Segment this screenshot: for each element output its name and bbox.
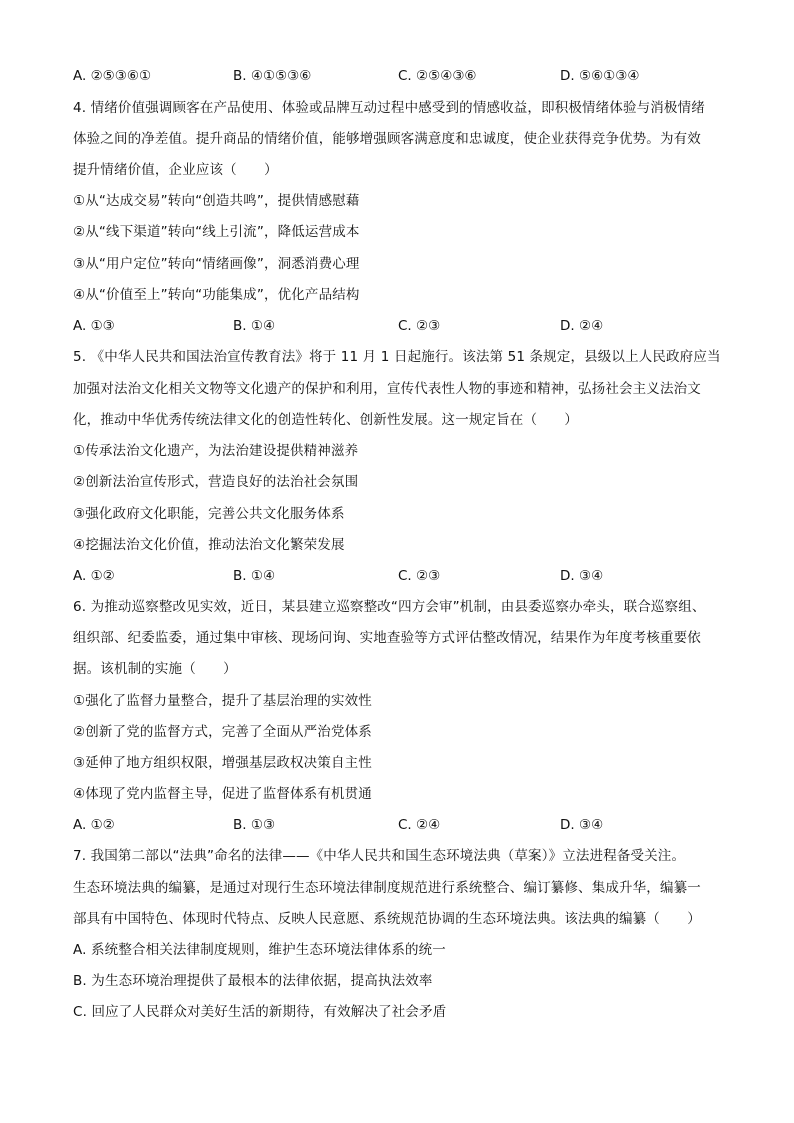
q5-stem-line-2: 加强对法治文化相关文物等文化遗产的保护和利用，宣传代表性人物的事迹和精神，弘扬社会主义法治文 <box>73 381 701 397</box>
q4-option-a: A. ①③ <box>73 318 115 334</box>
q4-option-c: C. ②③ <box>398 318 441 334</box>
q6-stem-line-2: 组织部、纪委监委，通过集中审核、现场问询、实地查验等方式评估整改情况，结果作为年度考核重要依 <box>73 630 701 646</box>
q6-item-4: ④体现了党内监督主导，促进了监督体系有机贯通 <box>73 786 372 802</box>
q6-option-a: A. ①② <box>73 817 115 833</box>
q7-option-a: A. 系统整合相关法律制度规则，维护生态环境法律体系的统一 <box>73 942 446 958</box>
q4-option-d: D. ②④ <box>560 318 604 334</box>
q5-option-b: B. ①④ <box>233 568 276 584</box>
q6-item-3: ③延伸了地方组织权限，增强基层政权决策自主性 <box>73 755 372 771</box>
q7-stem-line-2: 生态环境法典的编纂，是通过对现行生态环境法律制度规范进行系统整合、编订纂修、集成升华，编纂一 <box>73 880 701 896</box>
q6-option-b: B. ①③ <box>233 817 276 833</box>
q6-option-c: C. ②④ <box>398 817 441 833</box>
q6-stem-line-3: 据。该机制的实施（ ） <box>73 661 237 677</box>
q6-stem-line-1: 6. 为推动巡察整改见实效，近日，某县建立巡察整改“四方会审”机制，由县委巡察办牵头，联合巡察组、 <box>73 599 706 615</box>
q4-option-b: B. ①④ <box>233 318 276 334</box>
q5-item-4: ④挖掘法治文化价值，推动法治文化繁荣发展 <box>73 537 345 553</box>
q6-option-d: D. ③④ <box>560 817 604 833</box>
q5-option-c: C. ②③ <box>398 568 441 584</box>
q3-option-c: C. ②⑤④③⑥ <box>398 68 477 84</box>
q5-item-3: ③强化政府文化职能，完善公共文化服务体系 <box>73 506 345 522</box>
q4-item-2: ②从“线下渠道”转向“线上引流”，降低运营成本 <box>73 224 360 240</box>
q5-option-a: A. ①② <box>73 568 115 584</box>
q4-stem-line-2: 体验之间的净差值。提升商品的情绪价值，能够增强顾客满意度和忠诚度，使企业获得竞争优势。为有效 <box>73 131 701 147</box>
q4-stem-line-1: 4. 情绪价值强调顾客在产品使用、体验或品牌互动过程中感受到的情感收益，即积极情绪体验与消极情绪 <box>73 100 705 116</box>
q5-stem-line-1: 5. 《中华人民共和国法治宣传教育法》将于 11 月 1 日起施行。该法第 51 条规定，县级以上人民政府应当 <box>73 349 721 365</box>
q3-option-b: B. ④①⑤③⑥ <box>233 68 312 84</box>
q7-stem-line-3: 部具有中国特色、体现时代特点、反映人民意愿、系统规范协调的生态环境法典。该法典的编纂（ ） <box>73 911 701 927</box>
q7-stem-line-1: 7. 我国第二部以“法典”命名的法律——《中华人民共和国生态环境法典（草案）》立法进程备受关注。 <box>73 848 686 864</box>
q4-stem-line-3: 提升情绪价值，企业应该（ ） <box>73 162 278 178</box>
q5-stem-line-3: 化，推动中华优秀传统法律文化的创造性转化、创新性发展。这一规定旨在（ ） <box>73 412 579 428</box>
q5-item-2: ②创新法治宣传形式，营造良好的法治社会氛围 <box>73 474 359 490</box>
q3-option-d: D. ⑤⑥①③④ <box>560 68 640 84</box>
q4-item-1: ①从“达成交易”转向“创造共鸣”，提供情感慰藉 <box>73 193 360 209</box>
q6-item-2: ②创新了党的监督方式，完善了全面从严治党体系 <box>73 724 372 740</box>
q4-item-3: ③从“用户定位”转向“情绪画像”，洞悉消费心理 <box>73 256 360 272</box>
q5-item-1: ①传承法治文化遗产，为法治建设提供精神滋养 <box>73 443 359 459</box>
q3-option-a: A. ②⑤③⑥① <box>73 68 152 84</box>
q7-option-c: C. 回应了人民群众对美好生活的新期待，有效解决了社会矛盾 <box>73 1004 447 1020</box>
q6-item-1: ①强化了监督力量整合，提升了基层治理的实效性 <box>73 693 372 709</box>
q5-option-d: D. ③④ <box>560 568 604 584</box>
q4-item-4: ④从“价值至上”转向“功能集成”，优化产品结构 <box>73 287 360 303</box>
q7-option-b: B. 为生态环境治理提供了最根本的法律依据，提高执法效率 <box>73 973 433 989</box>
